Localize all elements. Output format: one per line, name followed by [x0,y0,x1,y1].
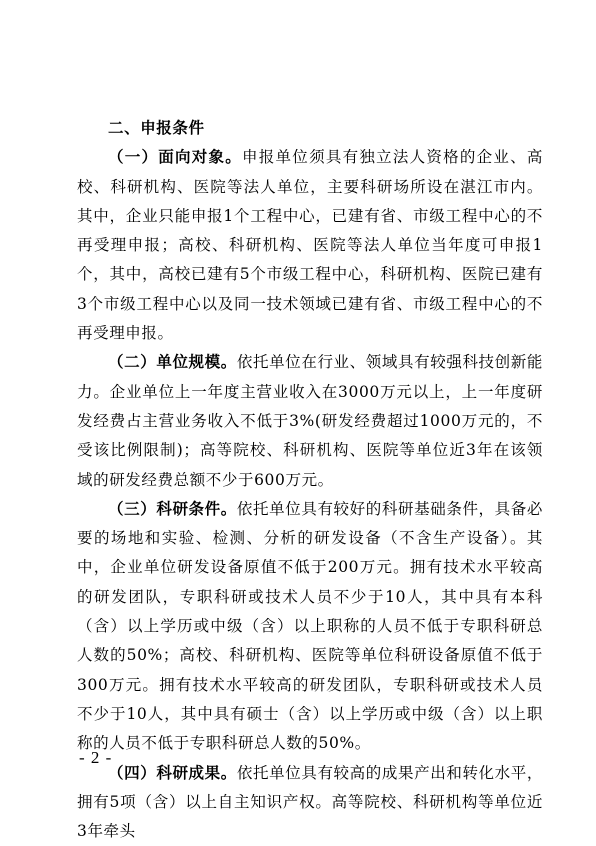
document-body [77,114,543,846]
page-number: - 2 - [79,748,113,767]
paragraph-unit-scale [77,348,543,494]
paragraph-text: 依托单位具有较好的科研基础条件，具备必要的场地和实验、检测、分析的研发设备（不含生产设备）。其中，企业单位研发设备原值不低于200万元。拥有技术水平较高的研发团队，专职科研或技术人员不少于10人，其中具有本科（含）以上学历或中级（含）以上职称的人员不低于专职科研总人数的50%；高校、科研机构、医院等单位科研设备原值不低于300万元。拥有技术水平较高的研发团队，专职科研或技术人员不少于10人，其中具有硕士（含）以上学历或中级（含）以上职称的人员不低于专职科研总人数的50%。 [77,499,543,753]
paragraph-text: 依托单位具有较高的成果产出和转化水平，拥有5项（含）以上自主知识产权。高等院校、科研机构等单位近3年牵头 [77,763,543,841]
paragraph-lead: （一）面向对象。 [108,148,243,167]
paragraph-research-results [77,759,543,846]
section-heading: 二、申报条件 [108,119,205,137]
paragraph-text: 申报单位须具有独立法人资格的企业、高校、科研机构、医院等法人单位，主要科研场所设在湛江市内。其中，企业只能申报1个工程中心，已建有省、市级工程中心的不再受理申报；高校、科研机构、医院等法人单位当年度可申报1个，其中，高校已建有5个市级工程中心，科研机构、医院已建有3个市级工程中心以及同一技术领域已建有省、市级工程中心的不再受理申报。 [77,148,543,343]
paragraph-text: 依托单位在行业、领域具有较强科技创新能力。企业单位上一年度主营业收入在3000万元以上，上一年度研发经费占主营业务收入不低于3%(研发经费超过1000万元的，不受该比例限制)；高等院校、科研机构、医院等单位近3年在该领域的研发经费总额不少于600万元。 [77,353,543,489]
paragraph-lead: （二）单位规模。 [108,353,237,372]
paragraph-research-conditions [77,495,543,759]
paragraph-lead: （四）科研成果。 [108,763,237,782]
paragraph-lead: （三）科研条件。 [108,499,237,518]
paragraph-target-applicants [77,143,543,348]
